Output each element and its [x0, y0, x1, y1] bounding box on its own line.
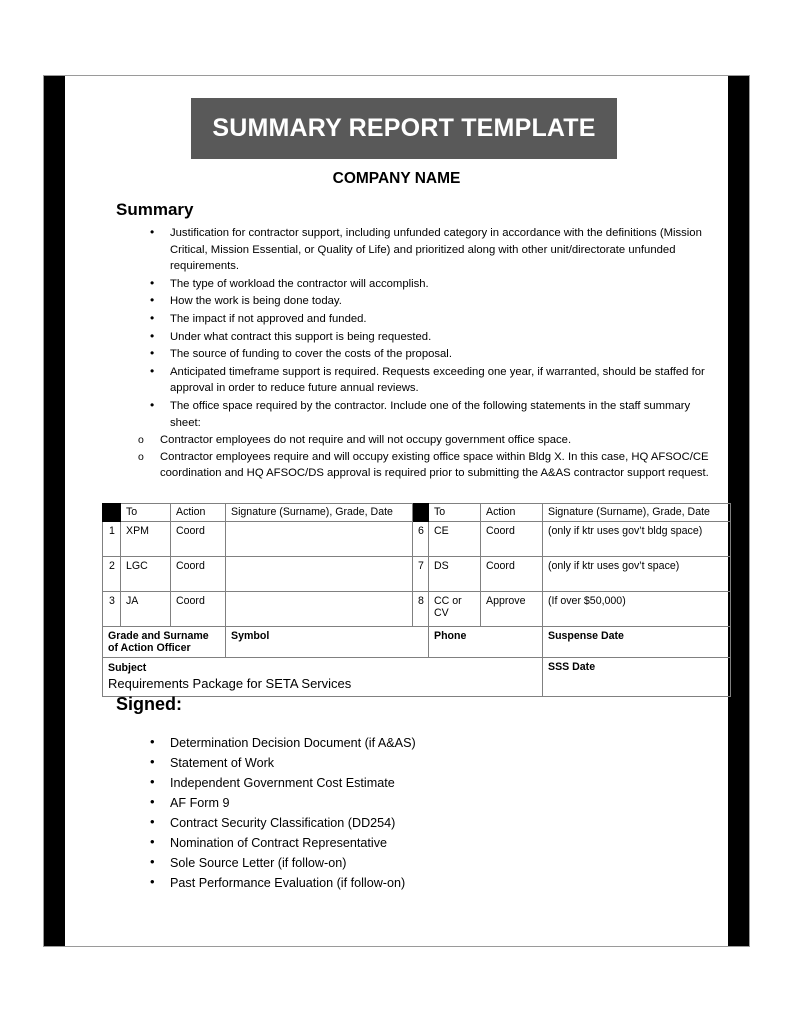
- row-number: 8: [413, 592, 429, 627]
- row-action: Coord: [481, 557, 543, 592]
- row-to: CE: [429, 522, 481, 557]
- table-footer-row: [103, 627, 731, 658]
- page-content: [65, 76, 728, 946]
- row-signature[interactable]: (only if ktr uses gov’t space): [543, 557, 731, 592]
- subject-cell: [103, 658, 543, 697]
- header-signature-right: Signature (Surname), Grade, Date: [543, 504, 731, 522]
- summary-heading: Summary: [116, 200, 194, 219]
- signed-section: [116, 694, 710, 893]
- table-row: [103, 557, 731, 592]
- summary-section: [116, 200, 710, 482]
- action-officer-label: Grade and Surname of Action Officer: [103, 627, 226, 658]
- coordination-table: [102, 503, 731, 697]
- row-to: CC or CV: [429, 592, 481, 627]
- page-title: SUMMARY REPORT TEMPLATE: [212, 114, 596, 142]
- list-item: o Contractor employees require and will occupy existing office space within Bldg X. In this case, HQ AFSOC/CE coordination and HQ AFSOC/DS approval is required prior to submitting the A&AS contractor support request.: [116, 449, 710, 482]
- row-number: 6: [413, 522, 429, 557]
- right-page-edge-bar: [728, 76, 749, 946]
- list-item: • Independent Government Cost Estimate: [116, 773, 710, 793]
- row-action: Coord: [171, 522, 226, 557]
- table-row: [103, 522, 731, 557]
- coordination-table-container: [102, 503, 730, 697]
- row-to: JA: [121, 592, 171, 627]
- company-name: COMPANY NAME: [332, 170, 461, 187]
- header-signature-left: Signature (Surname), Grade, Date: [226, 504, 413, 522]
- row-to: DS: [429, 557, 481, 592]
- row-action: Approve: [481, 592, 543, 627]
- phone-label: Phone: [429, 627, 543, 658]
- signed-heading: Signed:: [116, 694, 182, 714]
- list-item: • Contract Security Classification (DD254): [116, 813, 710, 833]
- row-number: 3: [103, 592, 121, 627]
- row-number: 7: [413, 557, 429, 592]
- list-item: • The impact if not approved and funded.: [116, 311, 710, 328]
- subject-label: Subject: [108, 662, 147, 674]
- summary-subbullet-list: [116, 432, 710, 482]
- list-item: • Under what contract this support is being requested.: [116, 329, 710, 346]
- list-item: • Sole Source Letter (if follow-on): [116, 853, 710, 873]
- left-page-edge-bar: [44, 76, 65, 946]
- title-banner: [191, 98, 617, 159]
- header-to-left: To: [121, 504, 171, 522]
- table-row: [103, 592, 731, 627]
- list-item: • The source of funding to cover the costs of the proposal.: [116, 346, 710, 363]
- list-item: • How the work is being done today.: [116, 293, 710, 310]
- row-signature[interactable]: [226, 557, 413, 592]
- header-action-left: Action: [171, 504, 226, 522]
- list-item: • The office space required by the contractor. Include one of the following statements in the staff summary sheet:: [116, 398, 710, 431]
- list-item: • Determination Decision Document (if A&AS): [116, 733, 710, 753]
- black-corner-cell-left: [103, 504, 121, 522]
- sss-date-cell: [543, 658, 731, 697]
- suspense-label: Suspense Date: [543, 627, 731, 658]
- row-action: Coord: [171, 592, 226, 627]
- row-action: Coord: [171, 557, 226, 592]
- list-item: o Contractor employees do not require and will not occupy government office space.: [116, 432, 710, 449]
- subject-value[interactable]: Requirements Package for SETA Services: [108, 676, 352, 691]
- row-to: XPM: [121, 522, 171, 557]
- list-item: • AF Form 9: [116, 793, 710, 813]
- row-signature[interactable]: [226, 522, 413, 557]
- table-header-row: [103, 504, 731, 522]
- document-page: [43, 75, 750, 947]
- row-number: 2: [103, 557, 121, 592]
- list-item: • Anticipated timeframe support is required. Requests exceeding one year, if warranted, should be staffed for approval in order to reduce future annual reviews.: [116, 364, 710, 397]
- signed-item-list: [116, 733, 710, 893]
- summary-bullet-list: [116, 225, 710, 431]
- list-item: • Past Performance Evaluation (if follow-on): [116, 873, 710, 893]
- header-action-right: Action: [481, 504, 543, 522]
- sss-date-label: SSS Date: [548, 661, 596, 673]
- header-to-right: To: [429, 504, 481, 522]
- symbol-label: Symbol: [226, 627, 429, 658]
- row-to: LGC: [121, 557, 171, 592]
- row-signature[interactable]: (If over $50,000): [543, 592, 731, 627]
- list-item: • Nomination of Contract Representative: [116, 833, 710, 853]
- black-corner-cell-right: [413, 504, 429, 522]
- row-signature[interactable]: [226, 592, 413, 627]
- row-signature[interactable]: (only if ktr uses gov’t bldg space): [543, 522, 731, 557]
- list-item: • The type of workload the contractor will accomplish.: [116, 276, 710, 293]
- row-action: Coord: [481, 522, 543, 557]
- list-item: • Justification for contractor support, including unfunded category in accordance with the definitions (Mission Critical, Mission Essential, or Quality of Life) and prioritized along with other unit/directorate unfunded requirements.: [116, 225, 710, 275]
- row-number: 1: [103, 522, 121, 557]
- table-subject-row: [103, 658, 731, 697]
- list-item: • Statement of Work: [116, 753, 710, 773]
